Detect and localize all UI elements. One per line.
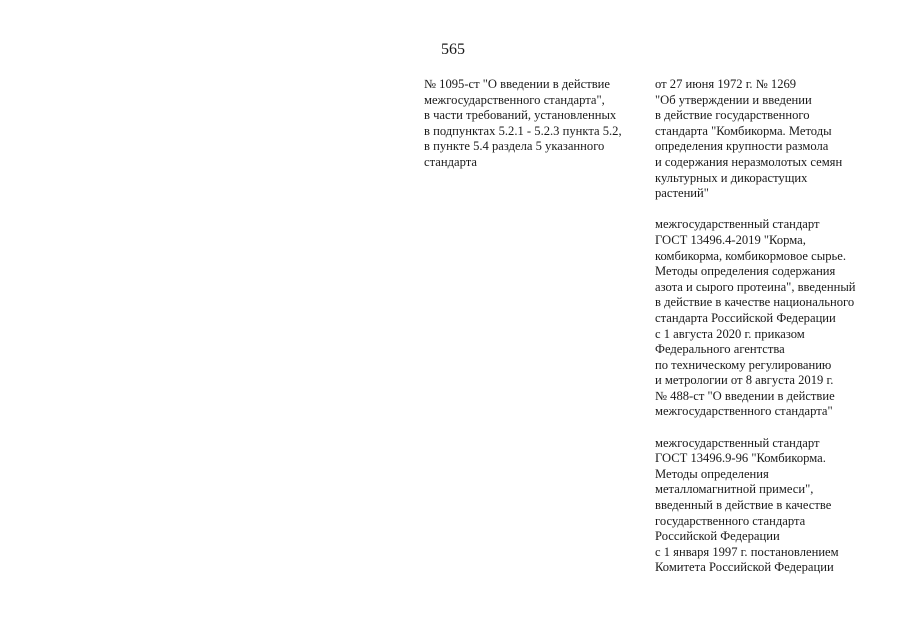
text-line: Методы определения bbox=[655, 466, 769, 481]
paragraph-order-1269 bbox=[655, 77, 856, 202]
text-line: в пункте 5.4 раздела 5 указанного bbox=[424, 139, 605, 154]
text-line: межгосударственный стандарт bbox=[655, 217, 820, 232]
text-line: стандарта "Комбикорма. Методы bbox=[655, 123, 832, 138]
text-line: комбикорма, комбикормовое сырье. bbox=[655, 248, 846, 263]
text-line: стандарта Российской Федерации bbox=[655, 310, 836, 325]
text-line: в действие государственного bbox=[655, 108, 810, 123]
text-line: и содержания неразмолотых семян bbox=[655, 154, 843, 169]
text-line: ГОСТ 13496.4-2019 "Корма, bbox=[655, 232, 806, 247]
text-line: введенный в действие в качестве bbox=[655, 498, 832, 513]
text-line: стандарта bbox=[424, 154, 477, 169]
text-line: определения крупности размола bbox=[655, 139, 829, 154]
text-line: межгосударственного стандарта", bbox=[424, 92, 605, 107]
text-line: № 488-ст "О введении в действие bbox=[655, 388, 835, 403]
paragraph-gost-13496-9 bbox=[655, 436, 856, 576]
right-column bbox=[655, 77, 856, 576]
text-line: культурных и дикорастущих bbox=[655, 170, 808, 185]
text-line: Комитета Российской Федерации bbox=[655, 560, 834, 575]
page-number: 565 bbox=[441, 41, 465, 58]
paragraph-spacer bbox=[655, 420, 856, 436]
text-line: по техническому регулированию bbox=[655, 357, 832, 372]
paragraph-spacer bbox=[655, 202, 856, 218]
text-line: Федерального агентства bbox=[655, 342, 785, 357]
text-line: № 1095-ст "О введении в действие bbox=[424, 77, 610, 91]
text-line: ГОСТ 13496.9-96 "Комбикорма. bbox=[655, 451, 826, 466]
text-line: в действие в качестве национального bbox=[655, 295, 855, 310]
text-line: и метрологии от 8 августа 2019 г. bbox=[655, 373, 834, 388]
text-line: с 1 августа 2020 г. приказом bbox=[655, 326, 805, 341]
text-line: в подпунктах 5.2.1 - 5.2.3 пункта 5.2, bbox=[424, 123, 622, 138]
text-line: в части требований, установленных bbox=[424, 108, 617, 123]
text-line: межгосударственного стандарта" bbox=[655, 404, 833, 419]
text-line: Российской Федерации bbox=[655, 529, 780, 544]
text-line: азота и сырого протеина", введенный bbox=[655, 279, 856, 294]
text-line: от 27 июня 1972 г. № 1269 bbox=[655, 77, 797, 91]
text-line: металломагнитной примеси", bbox=[655, 482, 814, 497]
text-line: Методы определения содержания bbox=[655, 264, 836, 279]
text-line: растений" bbox=[655, 186, 709, 201]
text-line: государственного стандарта bbox=[655, 513, 806, 528]
left-column bbox=[424, 77, 622, 171]
text-line: межгосударственный стандарт bbox=[655, 435, 820, 450]
text-line: с 1 января 1997 г. постановлением bbox=[655, 544, 839, 559]
paragraph-gost-13496-4 bbox=[655, 217, 856, 420]
text-line: "Об утверждении и введении bbox=[655, 92, 812, 107]
